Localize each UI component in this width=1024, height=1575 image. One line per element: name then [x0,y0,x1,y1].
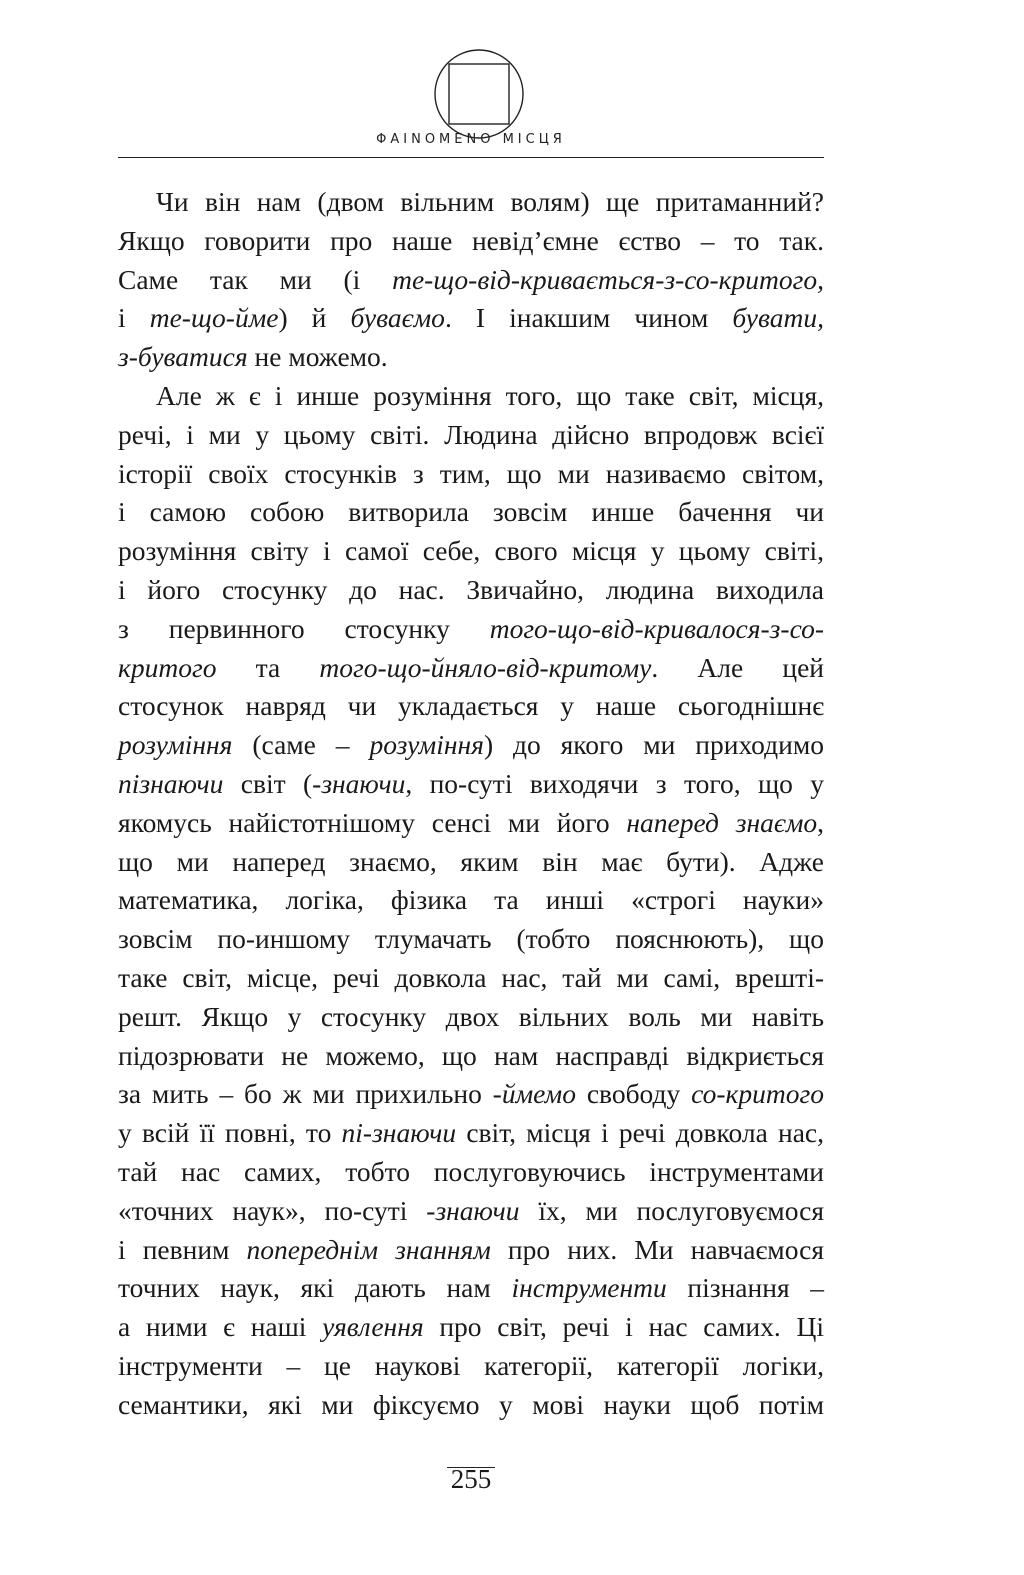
italic-segment: уявлення [322,1311,424,1343]
italic-segment: розуміння [118,729,233,761]
italic-segment: пі-знаючи [341,1117,457,1149]
text-line [118,998,824,1037]
text-line [118,222,824,261]
text-segment: про світ, речі і нас самих. Ці [423,1311,824,1343]
text-segment: не можемо. [247,341,388,373]
italic-segment: со-критого [691,1078,824,1110]
text-line [118,1114,824,1153]
text-line [118,299,824,338]
text-segment: семантики, які ми фіксуємо у мові науки щоб потім [118,1388,824,1420]
text-segment: ) й [278,302,351,334]
text-line [118,1037,824,1076]
text-segment: Якщо говорити про наше невід’ємне єство – то так. [118,224,824,256]
text-segment: тай нас самих, тобто послуговуючись інструментами [118,1155,824,1187]
text-segment: що ми наперед знаємо, яким він має бути). Адже [118,845,824,877]
text-segment: і його стосунку до нас. Звичайно, людина виходила [118,573,824,605]
text-segment: з первинного стосунку [118,612,490,644]
italic-segment: інструменти [511,1272,667,1304]
text-segment: пізнання – [666,1272,824,1304]
header-rule [118,157,824,158]
italic-segment: критого [118,651,217,683]
text-segment: , по-суті виходячи з того, що у [405,767,824,799]
text-segment: і певним [118,1233,247,1265]
text-segment: Саме так ми (і [118,263,393,295]
text-line [118,261,824,300]
italic-segment: пізнаючи [118,767,224,799]
page-number: 255 [450,1464,492,1494]
text-segment: якомусь найістотнішому сенсі ми його [118,806,627,838]
text-segment: речі, і ми у цьому світі. Людина дійсно впродовж всієї [118,418,824,450]
text-segment: свободу [575,1078,692,1110]
text-line [118,377,824,416]
text-segment: ) до якого ми приходимо [483,729,825,761]
text-line [118,881,824,920]
text-segment: зовсім по-иншому тлумачать (тобто пояснюють), що [118,923,824,955]
italic-segment: з-буватися [118,341,248,373]
text-line [118,920,824,959]
italic-segment: того-що-від-кривалося-з-со- [489,612,824,644]
italic-segment: розуміння [369,729,484,761]
italic-segment: знаючи [321,767,406,799]
text-segment: . І інакшим чином [444,302,733,334]
text-segment: підозрювати не можемо, що нам насправді відкриється [118,1039,824,1071]
italic-segment: ймемо [501,1078,576,1110]
text-segment: «точних наук», по-суті - [118,1194,436,1226]
text-segment: , [817,806,824,838]
text-line [118,455,824,494]
text-line [118,687,824,726]
text-line [118,338,824,377]
text-line [118,416,824,455]
text-segment: і [118,302,150,334]
italic-segment: те-що-від-кривається-з-со-критого, [392,263,824,295]
text-line [118,1269,824,1308]
body-text [118,183,824,1425]
text-line [118,571,824,610]
text-line [118,959,824,998]
running-head-title: ΦAINOMENO МІСЦЯ [376,132,566,147]
italic-segment: те-що-йме [149,302,279,334]
text-segment: Але ж є і инше розуміння того, що таке світ, місця, [156,379,824,411]
text-segment: а ними є наші [118,1311,323,1343]
text-segment: за мить – бо ж ми прихильно - [118,1078,502,1110]
text-segment: та [216,651,320,683]
text-segment: історії своїх стосунків з тим, що ми називаємо світом, [118,457,824,489]
italic-segment: попереднім знанням [246,1233,491,1265]
text-line [118,1386,824,1425]
italic-segment: бувати, [732,302,825,334]
text-segment: точних наук, які дають нам [118,1272,512,1304]
text-line [118,765,824,804]
text-segment: решт. Якщо у стосунку двох вільних воль ми навіть [118,1000,824,1032]
text-line [118,1308,824,1347]
italic-segment: буваємо [350,302,445,334]
text-line [118,1347,824,1386]
text-line [118,649,824,688]
italic-segment: того-що-йняло-від-критому [319,651,652,683]
text-segment: математика, логіка, фізика та инші «строгі науки» [118,884,824,916]
text-segment: стосунок навряд чи укладається у наше сьогоднішнє [118,690,824,722]
text-segment: про них. Ми навчаємося [490,1233,824,1265]
text-segment: таке світ, місце, речі довкола нас, тай ми самі, врешті- [118,961,824,993]
text-segment: і самою собою витворила зовсім инше бачення чи [118,496,824,528]
text-line [118,532,824,571]
text-segment: розуміння світу і самої себе, свого місця у цьому світі, [118,535,824,567]
text-line [118,610,824,649]
italic-segment: знаючи [435,1194,520,1226]
text-line [118,183,824,222]
text-line [118,493,824,532]
text-line [118,804,824,843]
text-line [118,1075,824,1114]
text-segment: їх, ми послуговуємося [519,1194,824,1226]
text-line [118,726,824,765]
text-line [118,1192,824,1231]
text-segment: у всій її повні, то [118,1117,342,1149]
text-segment: (саме – [232,729,370,761]
text-segment: світ, місця і речі довкола нас, [456,1117,824,1149]
text-segment: . Але цей [651,651,824,683]
text-segment: інструменти – це наукові категорії, категорії логіки, [118,1349,824,1381]
text-line [118,1153,824,1192]
text-segment: Чи він нам (двом вільним волям) ще притаманний? [156,186,824,217]
circle-square-emblem-icon [433,48,525,140]
text-line [118,1231,824,1270]
text-segment: світ (- [223,767,322,799]
italic-segment: наперед знаємо [626,806,818,838]
text-line [118,843,824,882]
